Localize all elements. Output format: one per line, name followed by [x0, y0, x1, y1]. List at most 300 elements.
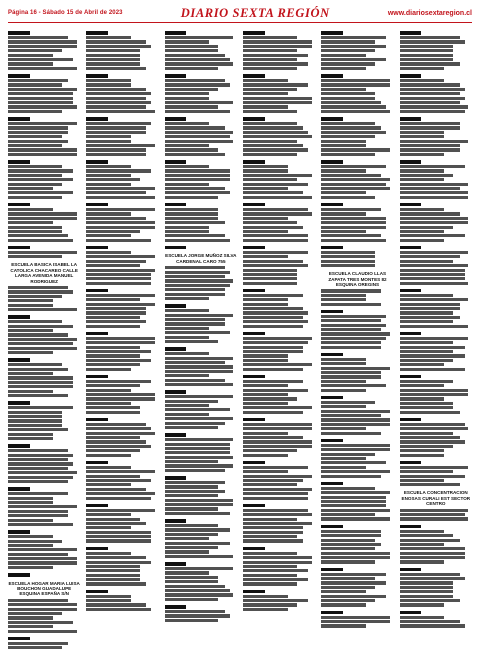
mesa-heading-line: [8, 117, 30, 121]
name-list-line: [8, 363, 62, 366]
name-list-line: [321, 573, 386, 576]
mesa-heading-line: [86, 461, 108, 465]
page-number-date: Página 16 - Sábado 15 de Abril de 2023: [8, 10, 123, 16]
name-list-line: [321, 187, 390, 190]
mesa-heading-line: [86, 74, 108, 78]
name-list-line: [400, 440, 465, 443]
mesa-heading-line: [321, 396, 343, 400]
name-list-line: [321, 212, 366, 215]
mesa-heading-line: [165, 160, 187, 164]
name-list-line: [86, 427, 151, 430]
name-list-line: [321, 153, 375, 156]
name-list-line: [321, 496, 386, 499]
name-list-line: [8, 535, 53, 538]
mesa-heading-line: [321, 439, 343, 443]
name-list-line: [243, 432, 288, 435]
name-list-line: [243, 497, 308, 500]
name-list-line: [8, 101, 73, 104]
name-list-line: [86, 273, 151, 276]
name-list-line: [165, 555, 234, 558]
name-list-line: [321, 208, 381, 211]
name-list-line: [321, 148, 390, 151]
name-list-line: [165, 140, 234, 143]
name-list-line: [243, 144, 303, 147]
name-list-line: [8, 519, 53, 522]
name-list-line: [165, 340, 219, 343]
name-list-line: [8, 88, 77, 91]
name-list-line: [243, 479, 303, 482]
name-list-line: [8, 368, 68, 371]
name-list-line: [86, 359, 151, 362]
name-list-line: [86, 178, 140, 181]
name-list-line: [243, 54, 308, 57]
name-list-line: [243, 92, 288, 95]
name-list-line: [86, 556, 146, 559]
name-list-line: [165, 422, 225, 425]
name-list-line: [400, 307, 460, 310]
name-list-line: [8, 492, 68, 495]
name-list-line: [8, 230, 62, 233]
name-list-line: [165, 174, 230, 177]
name-list-line: [165, 404, 210, 407]
name-list-line: [321, 221, 386, 224]
name-list-line: [400, 346, 465, 349]
name-list-line: [400, 560, 445, 563]
name-list-line: [86, 509, 155, 512]
name-list-line: [400, 148, 460, 151]
mesa-heading-line: [243, 246, 265, 250]
mesa-heading-line: [400, 246, 422, 250]
mesa-heading-line: [400, 375, 422, 379]
name-list-line: [321, 303, 381, 306]
name-list-line: [8, 544, 53, 547]
name-list-line: [8, 308, 77, 311]
mesa-heading-line: [165, 246, 187, 250]
name-list-line: [8, 165, 62, 168]
name-list-line: [86, 535, 151, 538]
name-list-line: [165, 593, 234, 596]
name-list-line: [400, 393, 469, 396]
name-list-line: [86, 183, 131, 186]
mesa-heading-line: [86, 332, 108, 336]
name-list-line: [86, 325, 140, 328]
name-list-line: [243, 449, 297, 452]
mesa-heading-line: [165, 74, 187, 78]
name-list-line: [86, 368, 131, 371]
name-list-line: [8, 603, 77, 606]
name-list-line: [243, 531, 303, 534]
mesa-heading-line: [8, 31, 30, 35]
mesa-heading-line: [243, 418, 265, 422]
name-list-line: [8, 471, 77, 474]
name-list-line: [243, 440, 312, 443]
name-list-line: [86, 440, 146, 443]
name-list-line: [400, 389, 469, 392]
name-list-line: [400, 603, 445, 606]
mesa-heading-line: [86, 418, 108, 422]
name-list-line: [86, 470, 155, 473]
name-list-line: [165, 451, 230, 454]
name-list-line: [243, 79, 288, 82]
name-list-line: [86, 449, 140, 452]
name-list-line: [8, 419, 62, 422]
name-list-line: [243, 294, 303, 297]
name-list-line: [165, 187, 225, 190]
name-list-line: [243, 454, 288, 457]
name-list-line: [321, 36, 386, 39]
name-list-line: [400, 539, 460, 542]
name-list-line: [165, 45, 219, 48]
name-list-line: [400, 368, 465, 371]
name-list-line: [86, 384, 140, 387]
mesa-heading-line: [321, 568, 343, 572]
mesa-heading-line: [8, 160, 30, 164]
name-list-line: [400, 517, 469, 520]
name-list-line: [321, 401, 375, 404]
name-list-line: [400, 423, 465, 426]
name-list-line: [400, 110, 465, 113]
name-list-line: [86, 92, 151, 95]
mesa-heading-line: [165, 347, 187, 351]
school-section-title: ESCUELA CONCENTRACION ENOSAS CURALI EST SECTOR CENTRO: [401, 490, 471, 507]
name-list-line: [8, 561, 77, 564]
name-list-line: [165, 58, 230, 61]
name-list-line: [165, 67, 219, 70]
mesa-heading-line: [165, 117, 187, 121]
name-list-line: [321, 92, 375, 95]
name-list-line: [165, 196, 219, 199]
name-list-line: [243, 445, 312, 448]
mesa-heading-line: [400, 525, 422, 529]
name-list-line: [243, 105, 288, 108]
name-list-line: [400, 169, 445, 172]
name-list-line: [8, 381, 73, 384]
name-list-line: [86, 574, 140, 577]
name-list-line: [243, 239, 308, 242]
name-list-line: [8, 36, 68, 39]
name-list-line: [321, 319, 381, 322]
name-list-line: [400, 337, 469, 340]
name-list-line: [165, 105, 219, 108]
name-list-line: [165, 221, 225, 224]
name-list-line: [86, 303, 155, 306]
name-list-line: [86, 307, 146, 310]
name-list-line: [321, 298, 366, 301]
name-list-line: [86, 131, 146, 134]
name-list-line: [86, 406, 140, 409]
name-list-line: [321, 624, 366, 627]
name-list-line: [165, 614, 230, 617]
name-list-line: [86, 67, 146, 70]
name-list-line: [8, 557, 77, 560]
name-list-line: [86, 226, 155, 229]
name-list-line: [321, 517, 390, 520]
name-list-line: [400, 88, 465, 91]
name-list-line: [86, 230, 140, 233]
name-list-line: [243, 226, 303, 229]
name-list-line: [86, 260, 146, 263]
name-list-line: [8, 497, 53, 500]
name-list-line: [165, 226, 210, 229]
name-list-line: [165, 533, 219, 536]
name-list-line: [321, 101, 381, 104]
name-list-line: [86, 354, 140, 357]
name-list-line: [86, 264, 140, 267]
mesa-heading-line: [243, 461, 265, 465]
name-list-line: [165, 183, 210, 186]
name-list-line: [400, 49, 454, 52]
name-list-line: [8, 148, 77, 151]
mesa-heading-line: [243, 31, 265, 35]
name-list-line: [8, 329, 53, 332]
name-list-line: [165, 503, 234, 506]
name-list-line: [243, 384, 288, 387]
name-list-line: [8, 630, 77, 633]
name-list-line: [400, 131, 445, 134]
name-list-line: [165, 331, 230, 334]
name-list-line: [243, 346, 303, 349]
mesa-heading-line: [165, 390, 187, 394]
name-list-line: [243, 354, 288, 357]
name-list-line: [8, 178, 73, 181]
name-list-line: [243, 522, 312, 525]
name-list-line: [400, 178, 445, 181]
name-list-line: [400, 445, 454, 448]
name-list-line: [86, 45, 151, 48]
name-list-line: [86, 582, 146, 585]
mesa-heading-line: [165, 519, 187, 523]
name-list-line: [86, 569, 140, 572]
name-list-line: [321, 620, 390, 623]
name-list-line: [321, 97, 375, 100]
name-list-line: [8, 566, 53, 569]
name-list-line: [86, 608, 151, 611]
name-list-line: [321, 217, 386, 220]
column-1: [8, 27, 80, 665]
name-list-line: [400, 449, 445, 452]
name-list-line: [8, 169, 73, 172]
name-list-line: [400, 187, 460, 190]
name-list-line: [321, 513, 375, 516]
name-list-line: [8, 67, 77, 70]
name-list-line: [8, 196, 62, 199]
name-list-line: [165, 239, 230, 242]
name-list-line: [8, 191, 73, 194]
name-list-line: [8, 406, 73, 409]
name-list-line: [86, 255, 155, 258]
name-list-line: [400, 105, 469, 108]
name-list-line: [321, 581, 386, 584]
name-list-line: [321, 599, 375, 602]
name-list-line: [243, 131, 308, 134]
name-list-line: [86, 196, 155, 199]
mesa-heading-line: [321, 482, 343, 486]
name-list-line: [86, 282, 151, 285]
name-list-line: [165, 110, 230, 113]
name-list-line: [165, 309, 210, 312]
name-list-line: [400, 58, 454, 61]
name-list-line: [165, 426, 219, 429]
name-list-line: [8, 390, 53, 393]
name-list-line: [243, 411, 303, 414]
name-list-line: [243, 264, 308, 267]
name-list-line: [243, 212, 312, 215]
name-list-line: [400, 79, 445, 82]
name-list-line: [165, 598, 219, 601]
name-list-line: [86, 513, 131, 516]
name-list-line: [243, 406, 312, 409]
name-list-line: [86, 169, 151, 172]
name-list-line: [243, 595, 288, 598]
name-list-line: [400, 530, 445, 533]
name-list-line: [321, 328, 381, 331]
name-list-line: [400, 36, 460, 39]
school-section-title: ESCUELA JORGE MUÑOZ SILVA CARDENAL CARO 755: [165, 253, 237, 264]
name-list-line: [8, 290, 73, 293]
name-list-line: [165, 314, 234, 317]
name-list-line: [165, 165, 210, 168]
mesa-heading-line: [321, 160, 343, 164]
name-list-line: [165, 208, 219, 211]
name-list-line: [243, 488, 312, 491]
mesa-heading-line: [165, 562, 187, 566]
name-list-line: [8, 325, 73, 328]
name-list-line: [321, 457, 366, 460]
name-list-line: [243, 234, 308, 237]
name-list-line: [243, 492, 308, 495]
name-list-line: [165, 585, 225, 588]
mesa-heading-line: [8, 637, 30, 641]
name-list-line: [8, 58, 73, 61]
name-list-line: [86, 599, 131, 602]
name-list-line: [321, 590, 366, 593]
name-list-line: [321, 509, 390, 512]
name-list-line: [321, 358, 366, 361]
name-list-line: [321, 577, 375, 580]
name-list-line: [321, 178, 390, 181]
name-list-line: [321, 556, 390, 559]
name-list-line: [321, 410, 390, 413]
name-list-line: [165, 144, 210, 147]
name-list-line: [321, 530, 381, 533]
name-list-line: [400, 436, 460, 439]
name-list-line: [8, 415, 62, 418]
name-list-line: [400, 62, 460, 65]
name-list-line: [8, 304, 53, 307]
name-list-line: [321, 226, 386, 229]
name-list-line: [400, 454, 445, 457]
name-list-line: [86, 165, 131, 168]
name-list-line: [243, 269, 297, 272]
name-list-line: [400, 432, 454, 435]
name-list-line: [165, 266, 225, 269]
name-list-line: [86, 148, 146, 151]
name-list-line: [86, 531, 151, 534]
name-list-line: [400, 212, 460, 215]
name-list-line: [400, 83, 460, 86]
name-list-line: [86, 311, 146, 314]
name-list-line: [321, 448, 390, 451]
name-list-line: [86, 126, 146, 129]
name-list-line: [243, 277, 297, 280]
name-list-line: [321, 294, 366, 297]
name-list-line: [86, 79, 131, 82]
name-list-line: [400, 140, 469, 143]
mesa-heading-line: [165, 433, 187, 437]
name-list-line: [8, 183, 62, 186]
name-list-line: [8, 212, 77, 215]
name-list-line: [165, 443, 230, 446]
mesa-heading-line: [86, 590, 108, 594]
name-list-line: [86, 88, 146, 91]
name-list-line: [165, 40, 210, 43]
name-list-line: [400, 298, 469, 301]
name-list-line: [400, 359, 454, 362]
name-list-line: [400, 183, 469, 186]
name-list-line: [165, 318, 225, 321]
page-header: [8, 6, 472, 20]
mesa-heading-line: [321, 310, 343, 314]
name-list-line: [165, 490, 225, 493]
mesa-heading-line: [243, 504, 265, 508]
name-list-line: [321, 552, 390, 555]
name-list-line: [8, 286, 68, 289]
name-list-line: [243, 311, 308, 314]
name-list-line: [243, 67, 297, 70]
mesa-heading-line: [165, 31, 187, 35]
name-list-line: [86, 492, 155, 495]
name-list-line: [243, 509, 308, 512]
header-divider: [8, 22, 472, 23]
name-list-line: [321, 135, 375, 138]
name-list-line: [86, 497, 151, 500]
mesa-heading-line: [321, 203, 343, 207]
mesa-heading-line: [86, 504, 108, 508]
name-list-line: [8, 458, 68, 461]
mesa-heading-line: [243, 289, 265, 293]
name-list-line: [165, 148, 219, 151]
name-list-line: [243, 599, 308, 602]
name-list-line: [8, 514, 68, 517]
name-list-line: [400, 599, 460, 602]
name-list-line: [243, 513, 312, 516]
name-list-line: [321, 423, 390, 426]
name-list-line: [165, 537, 210, 540]
mesa-heading-line: [86, 117, 108, 121]
name-list-line: [400, 153, 445, 156]
name-list-line: [400, 547, 465, 550]
name-list-line: [8, 49, 62, 52]
name-list-line: [321, 371, 381, 374]
name-list-line: [8, 208, 53, 211]
name-list-line: [321, 324, 386, 327]
name-list-line: [86, 251, 131, 254]
name-list-line: [243, 363, 312, 366]
name-list-line: [8, 621, 73, 624]
name-list-line: [165, 97, 210, 100]
mesa-heading-line: [8, 74, 30, 78]
name-list-line: [400, 260, 454, 263]
name-list-line: [86, 316, 140, 319]
name-list-line: [400, 552, 465, 555]
column-4: [243, 27, 315, 665]
name-list-line: [243, 325, 303, 328]
name-list-line: [243, 153, 297, 156]
name-list-line: [165, 507, 219, 510]
mesa-heading-line: [86, 375, 108, 379]
name-list-line: [86, 122, 151, 125]
name-list-line: [400, 509, 469, 512]
